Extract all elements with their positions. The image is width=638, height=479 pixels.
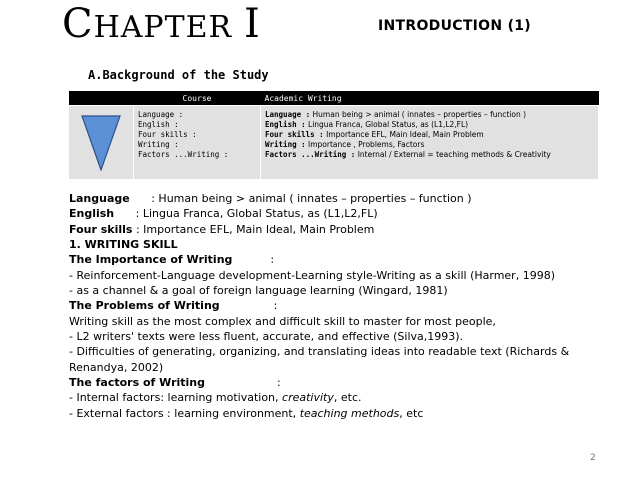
subtitle: A.Background of the Study — [88, 68, 269, 82]
four-skills-line: Four skills : Importance EFL, Main Ideal, Main Problem — [69, 222, 375, 236]
chapter-numeral: I — [243, 1, 261, 47]
table-left-line: Factors ...Writing : — [138, 150, 229, 159]
table-header-course: Course — [134, 91, 261, 106]
table-header-row — [69, 91, 599, 106]
table-left-cell — [134, 106, 261, 180]
table-left-line: Four skills : — [138, 130, 197, 139]
table-right-line: Factors ...Writing : Internal / External = teaching methods & Creativity — [265, 150, 551, 159]
triangle-cell — [69, 106, 134, 180]
table-left-line: English : — [138, 120, 179, 129]
list-item: - as a channel & a goal of foreign language learning (Wingard, 1981) — [69, 284, 448, 298]
section-title: INTRODUCTION (1) — [378, 18, 532, 34]
importance-heading-line: The Importance of Writing : — [69, 253, 275, 267]
english-line: English : Lingua Franca, Global Status, as (L1,L2,FL) — [69, 207, 378, 221]
body-text — [69, 191, 629, 421]
language-line: Language : Human being > animal ( innates – properties – function ) — [69, 192, 472, 205]
chapter-title — [62, 2, 261, 50]
list-item: - Reinforcement-Language development-Learning style-Writing as a skill (Harmer, 1998) — [69, 268, 555, 282]
external-factors-line: - External factors : learning environment, teaching methods, etc — [69, 406, 424, 420]
factors-heading-line: The factors of Writing : — [69, 376, 281, 390]
table-left-line: Language : — [138, 110, 184, 119]
down-triangle-icon — [81, 115, 121, 171]
problems-line: - L2 writers' texts were less fluent, accurate, and effective (Silva,1993). — [69, 330, 464, 344]
table-right-line: Four skills : Importance EFL, Main Ideal, Main Problem — [265, 130, 484, 139]
table-right-cell — [261, 106, 599, 180]
problems-line: Writing skill as the most complex and difficult skill to master for most people, — [69, 314, 496, 328]
page-number: 2 — [590, 453, 596, 463]
table-right-line: Language : Human being > animal ( innates – properties – function ) — [265, 110, 527, 119]
summary-table — [68, 91, 599, 180]
chapter-word: HAPTER — [93, 10, 233, 45]
problems-line: - Difficulties of generating, organizing, and translating ideas into readable text (Richards & Renandya, 2002) — [69, 345, 570, 374]
table-row — [69, 106, 599, 180]
table-right-line: Writing : Importance , Problems, Factors — [265, 140, 425, 149]
chapter-first-letter: C — [62, 1, 94, 47]
problems-heading-line: The Problems of Writing : — [69, 299, 278, 313]
table-left-line: Writing : — [138, 140, 179, 149]
writing-skill-heading: 1. WRITING SKILL — [69, 238, 178, 252]
internal-factors-line: - Internal factors: learning motivation, creativity, etc. — [69, 391, 362, 405]
table-header-empty — [69, 91, 134, 106]
table-right-line: English : Lingua Franca, Global Status, as (L1,L2,FL) — [265, 120, 469, 129]
table-header-academic-writing: Academic Writing — [261, 91, 599, 106]
